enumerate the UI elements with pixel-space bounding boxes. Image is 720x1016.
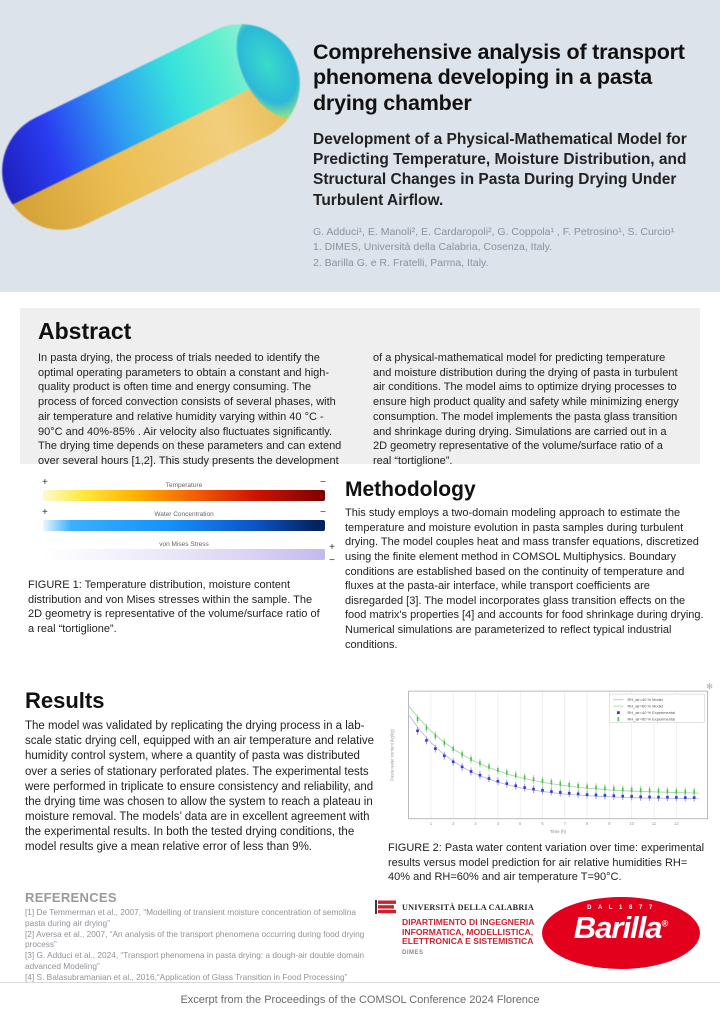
svg-text:6: 6 xyxy=(541,820,544,826)
abstract-column-2: of a physical-mathematical model for predicting temperature and moisture distribution during the drying of pasta in turbulent air conditions. The model aims to optimize drying processes to ensure high product quality and safety while minimizing energy consumption. The model implements the pasta glass transition and shrinkage during drying. Simulations are carried out in a 2D geometry representative of the volume/surface ratio of a real “tortiglione”. xyxy=(373,352,679,468)
plot-snapshot-icon: ✻ xyxy=(706,682,713,691)
svg-text:2: 2 xyxy=(452,820,455,826)
svg-text:RH_air=40 % Experimental: RH_air=40 % Experimental xyxy=(627,710,676,716)
methodology-section xyxy=(345,478,709,652)
pasta-3d-render xyxy=(0,0,305,292)
reference-item: [1] De Temmerman et al., 2007, “Modelling of transient moisture concentration of semolina pasta during air drying” xyxy=(25,907,356,928)
svg-text:RH_air=60 % Experimental: RH_air=60 % Experimental xyxy=(627,716,676,722)
references-section xyxy=(25,890,375,982)
plus-sign: + xyxy=(42,477,48,489)
colorbar-vonmises-label: von Mises Stress xyxy=(159,540,209,548)
barilla-logo xyxy=(542,897,700,969)
temperature-gradient-bar xyxy=(43,490,325,501)
barilla-dal-1877: D A L 1 8 7 7 xyxy=(587,905,655,911)
abstract-column-1: In pasta drying, the process of trials needed to identify the optimal operating parameters to obtain a constant and high-quality product is often time and energy consuming. The process of forced convection consists of several phases, with air temperature and relative humidity varying within 40 °C - 90°C and 40%-85% . Air velocity also fluctuates significantly. The drying time depends on these parameters and can extend over several hours [1,2]. This study presents the development xyxy=(38,352,342,468)
von-mises-gradient-bar xyxy=(43,549,325,560)
svg-text:RH_air=60 % Model: RH_air=60 % Model xyxy=(627,703,663,709)
svg-text:10: 10 xyxy=(629,820,635,826)
svg-text:9: 9 xyxy=(608,820,611,826)
reference-item: [2] Aversa et al., 2007, “An analysis of the transport phenomena occurring during food drying process” xyxy=(25,928,365,950)
minus-sign: − xyxy=(329,555,335,567)
header-banner xyxy=(0,0,720,292)
colorbar-temperature-label: Temperature xyxy=(165,482,203,489)
affiliation-2: 2. Barilla G. e R. Fratelli, Parma, Italy. xyxy=(313,257,489,270)
unical-flag-icon xyxy=(375,900,397,914)
svg-text:11: 11 xyxy=(651,820,657,826)
abstract-heading: Abstract xyxy=(38,318,132,344)
unical-department: DIPARTIMENTO DI INGEGNERIA INFORMATICA, MODELLISTICA, ELETTRONICA E SISTEMISTICA xyxy=(402,917,535,947)
svg-text:Pasta water content (kg/kg): Pasta water content (kg/kg) xyxy=(389,729,395,781)
unical-dimes-label: DIMES xyxy=(402,949,424,956)
figure1-caption: FIGURE 1: Temperature distribution, moisture content distribution and von Mises stresses within the sample. The 2D geometry is representative of the volume/surface ratio of a real “tortiglione”. xyxy=(28,579,320,635)
unical-logo xyxy=(375,900,540,956)
colorbar-water xyxy=(42,506,326,530)
colorbar-water-label: Water Concentration xyxy=(154,511,214,519)
registered-mark-icon: ® xyxy=(661,918,669,929)
svg-text:7: 7 xyxy=(563,820,566,826)
poster-title: Comprehensive analysis of transport phenomena developing in a pasta drying chamber xyxy=(313,40,685,115)
reference-item: [4] S. Balasubramanian et al., 2016,“Application of Glass Transition in Food Processing” xyxy=(25,971,348,982)
svg-text:1: 1 xyxy=(429,820,433,826)
results-heading: Results xyxy=(25,688,105,713)
colorbar-temperature xyxy=(42,477,326,501)
footer xyxy=(0,982,720,1016)
svg-text:12: 12 xyxy=(673,820,679,826)
colorbar-vonmises xyxy=(43,540,335,567)
figure2 xyxy=(388,684,715,885)
pasta-tube-graphic xyxy=(0,4,305,249)
water-content-chart xyxy=(388,684,715,836)
svg-text:4: 4 xyxy=(496,820,500,826)
poster-subtitle: Development of a Physical-Mathematical Model for Predicting Temperature, Moisture Distribution, and Structural Changes in Pasta During Drying Under Turbulent Airflow. xyxy=(313,131,687,209)
results-body: The model was validated by replicating the drying process in a lab-scale static drying cell, equipped with an air temperature and relative humidity control system, where a quantity of pasta was distributed over a series of stationary perforated plates. The experimental tests were performed in triplicate to ensure consistency and reliability, and the drying time was chosen to allow the system to reach a plateau in moisture removal. The models’ data are in excellent agreement with the experimental results. In both the tested drying conditions, the model results give a mean relative error of less than 9%. xyxy=(25,720,375,854)
reference-item: [3] G. Adduci et al., 2024, “Transport phenomena in pasta drying: a dough-air double domain advanced Modeling” xyxy=(25,950,365,971)
header-text-block xyxy=(313,40,705,272)
unical-name: UNIVERSITÀ DELLA CALABRIA xyxy=(402,902,534,912)
affiliation-1: 1. DIMES, Università della Calabria, Cosenza, Italy. xyxy=(313,241,553,254)
svg-text:8: 8 xyxy=(585,820,589,826)
water-concentration-gradient-bar xyxy=(43,520,325,531)
minus-sign: − xyxy=(320,477,326,489)
abstract-section xyxy=(20,308,700,468)
svg-text:5: 5 xyxy=(519,820,522,826)
minus-sign: − xyxy=(320,506,326,518)
footer-text: Excerpt from the Proceedings of the COMSOL Conference 2024 Florence xyxy=(180,993,540,1006)
svg-text:RH_air=40 % Model: RH_air=40 % Model xyxy=(627,697,663,703)
references-heading: REFERENCES xyxy=(25,890,117,905)
results-section xyxy=(25,688,383,856)
svg-text:Time (h): Time (h) xyxy=(549,828,567,834)
methodology-body: This study employs a two-domain modeling approach to estimate the temperature and moisture evolution in pasta samples during turbulent drying. The model couples heat and mass transfer equations, discretized using the finite element method in COMSOL Multiphysics. Boundary conditions are established based on the continuity of temperature and fluxes at the pasta-air interface, while transport coefficients are disregarded [3]. The model incorporates glass transition effects on the food matrix's properties [4] and accounts for food shrinkage during drying. Numerical simulations are parameterized to reflect typical industrial conditions. xyxy=(345,507,704,651)
plus-sign: + xyxy=(329,542,335,554)
authors-line: G. Adduci¹, E. Manoli², E. Cardaropoli², G. Coppola¹ , F. Petrosino¹, S. Curcio¹ xyxy=(313,225,675,238)
barilla-wordmark: Barilla® xyxy=(573,910,669,945)
plus-sign: + xyxy=(42,506,48,518)
figure2-caption: FIGURE 2: Pasta water content variation over time: experimental results versus model prediction for air relative humidities RH= 40% and RH=60% and air temperature T=90°C. xyxy=(388,842,705,884)
methodology-heading: Methodology xyxy=(345,478,476,501)
figure1 xyxy=(28,477,340,636)
svg-text:3: 3 xyxy=(474,820,477,826)
